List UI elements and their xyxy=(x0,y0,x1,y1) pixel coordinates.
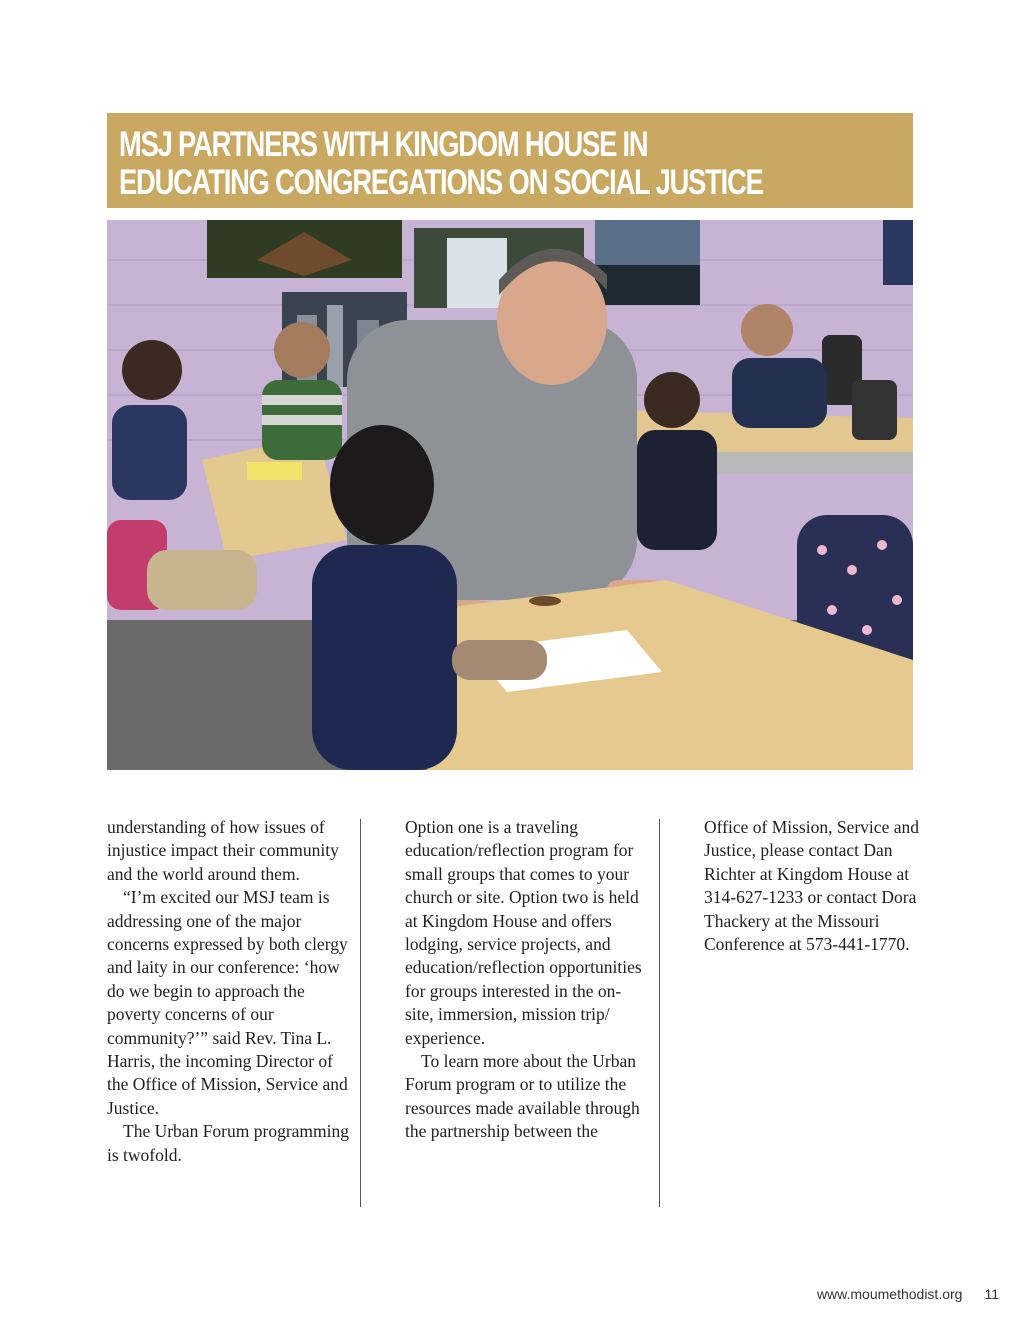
column-divider xyxy=(659,819,660,1207)
column-divider xyxy=(360,819,361,1207)
article-photo xyxy=(107,220,913,770)
classroom-illustration xyxy=(107,220,913,770)
article-title-line-1: MSJ PARTNERS WITH KINGDOM HOUSE IN xyxy=(119,125,648,164)
text-column-2 xyxy=(405,816,645,1144)
page-number: 11 xyxy=(984,1286,999,1302)
website-link[interactable]: www.moumethodist.org xyxy=(816,1286,963,1302)
article-title-banner xyxy=(107,113,913,208)
paragraph: To learn more about the Urban Forum program or to utilize the resources made available through the partnership between the xyxy=(405,1051,640,1142)
text-column-3 xyxy=(704,816,919,956)
paragraph: understanding of how issues of injustice impact their community and the world around them. xyxy=(107,817,339,884)
page-footer xyxy=(817,1286,999,1302)
article-title-line-2: EDUCATING CONGREGATIONS ON SOCIAL JUSTICE xyxy=(119,163,763,202)
paragraph: “I’m excited our MSJ team is addressing one of the major concerns expressed by both clergy and laity in our conference: ‘how do we begin to approach the poverty concerns of our community?’” said Rev. Tina L. Harris, the incoming Director of the Office of Mission, Service and Justice. xyxy=(107,887,348,1118)
text-column-1 xyxy=(107,816,352,1167)
paragraph: Option one is a traveling education/reflection program for small groups that comes to your church or site. Option two is held at Kingdom House and offers lodging, service projects, and education/reflection opportunities for groups interested in the on-site, immersion, mission trip/ experience. xyxy=(405,817,642,1048)
paragraph: Office of Mission, Service and Justice, please contact Dan Richter at Kingdom House at 314-627-1233 or contact Dora Thackery at the Missouri Conference at 573-441-1770. xyxy=(704,817,919,955)
paragraph: The Urban Forum programming is twofold. xyxy=(107,1121,349,1165)
